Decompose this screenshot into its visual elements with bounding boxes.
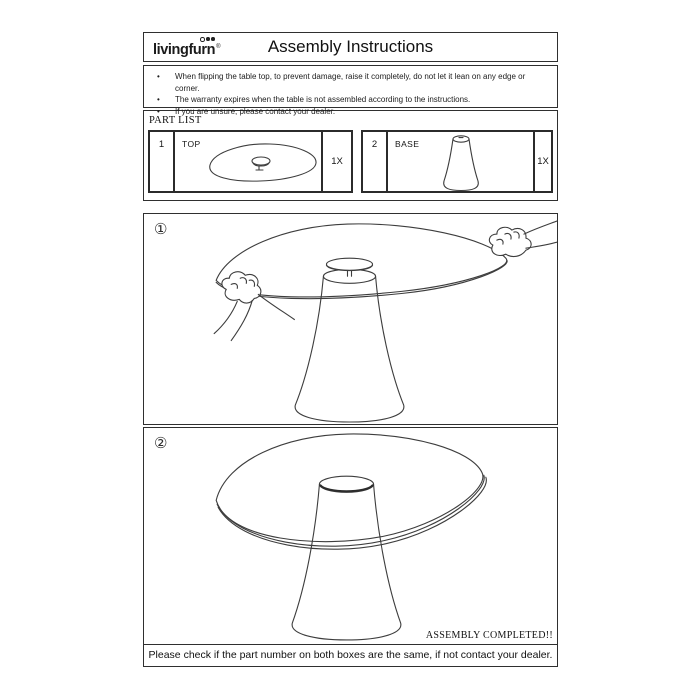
step1-illustration (144, 214, 557, 424)
assembly-completed-text: ASSEMBLY COMPLETED!! (425, 630, 553, 641)
step-2-panel (143, 427, 558, 645)
part-cell-base (388, 132, 533, 191)
part-box-base (361, 130, 553, 193)
table-top-part-drawing (188, 135, 328, 190)
warning-text: The warranty expires when the table is not assembled according to the instructions. (175, 95, 471, 104)
step2-illustration (144, 428, 557, 644)
warning-item (152, 94, 549, 106)
header (143, 32, 558, 62)
warning-text: When flipping the table top, to prevent damage, raise it completely, do not let it lean on any edge or corner. (175, 72, 526, 93)
part-list-row (148, 130, 553, 193)
bullet-icon: • (157, 95, 160, 104)
part-list-title: PART LIST (149, 115, 202, 126)
bullet-icon: • (157, 106, 160, 116)
part-quantity: 1X (321, 132, 351, 191)
base-part-drawing (437, 133, 485, 192)
part-number: 2 (363, 132, 388, 191)
step-1-panel (143, 213, 558, 425)
registered-trademark-icon: ® (216, 44, 221, 50)
part-number: 1 (150, 132, 175, 191)
step-2-number: ② (154, 435, 168, 452)
part-box-top (148, 130, 353, 193)
step-1-number: ① (154, 221, 168, 238)
warnings-box (143, 65, 558, 116)
part-list-box (143, 110, 558, 201)
footer-text: Please check if the part number on both boxes are the same, if not contact your dealer. (148, 649, 553, 661)
page-title: Assembly Instructions (267, 37, 434, 56)
part-cell-top (175, 132, 321, 191)
warning-item (152, 71, 549, 94)
bullet-icon: • (157, 72, 160, 81)
document (143, 32, 558, 667)
part-quantity: 1X (533, 132, 551, 191)
footer-note (143, 644, 558, 667)
part-name: BASE (395, 139, 420, 149)
brand-logo-text: livingfurn (153, 42, 216, 58)
warning-text: If you are unsure, please contact your dealer. (175, 106, 336, 116)
part-name: TOP (182, 139, 201, 149)
